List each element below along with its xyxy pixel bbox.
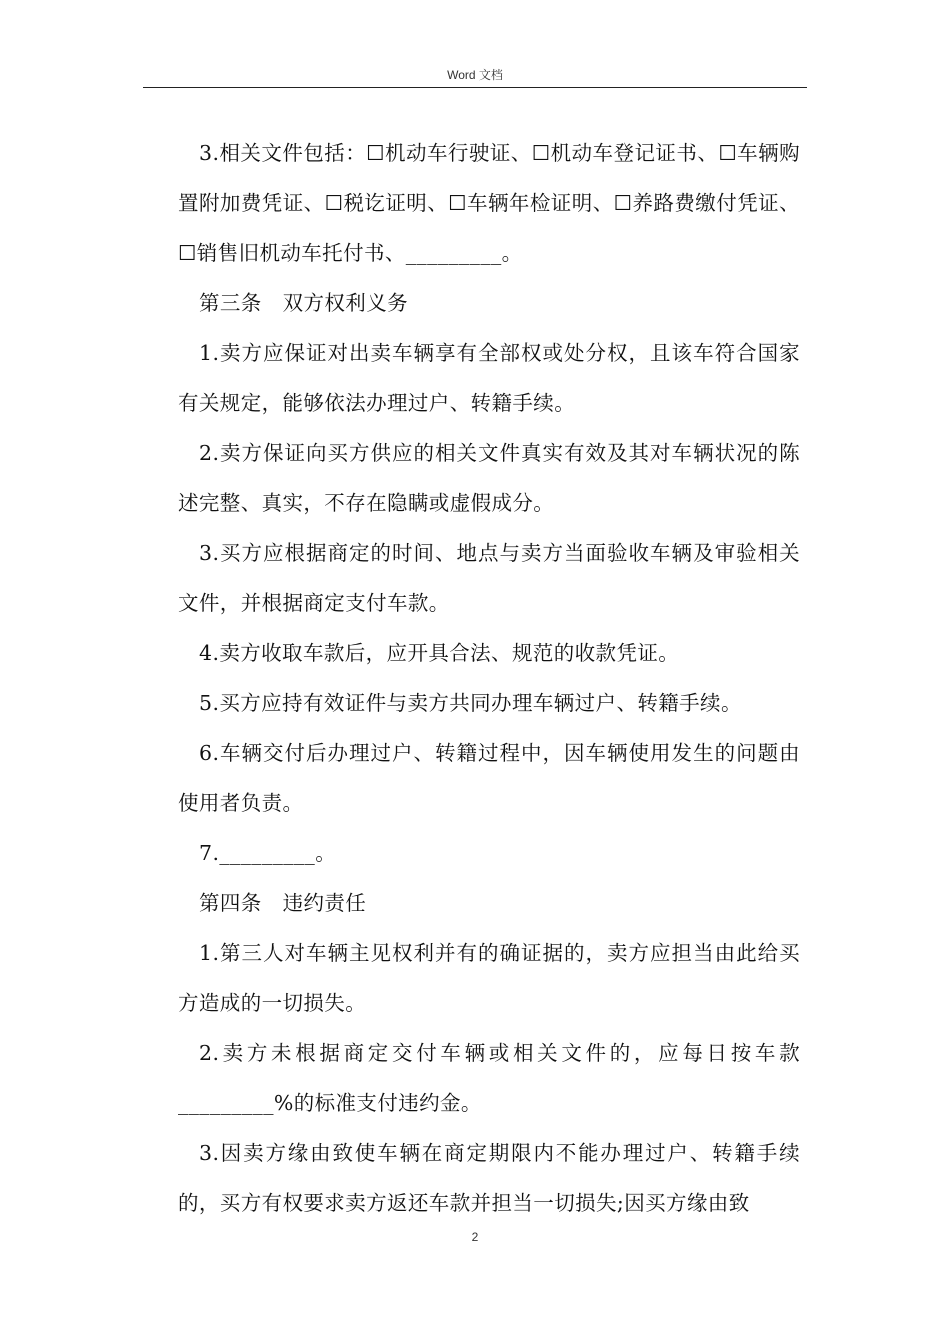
- paragraph-transfer-failure: 3.因卖方缘由致使车辆在商定期限内不能办理过户、转籍手续的，买方有权要求卖方返还车款并担当一切损失;因买方缘由致: [178, 1141, 800, 1215]
- heading-article-3: 第三条 双方权利义务: [199, 291, 408, 315]
- paragraph-buyer-inspection: 3.买方应根据商定的时间、地点与卖方当面验收车辆及审验相关文件，并根据商定支付车款。: [178, 541, 800, 615]
- page-number: 2: [471, 1230, 479, 1244]
- paragraph-item-7: 7._________。: [199, 841, 337, 865]
- paragraph-usage-responsibility: 6.车辆交付后办理过户、转籍过程中，因车辆使用发生的问题由使用者负责。: [178, 741, 800, 815]
- heading-article-4: 第四条 违约责任: [199, 891, 367, 915]
- paragraph-late-delivery-penalty: 2.卖方未根据商定交付车辆或相关文件的，应每日按车款_________%的标准支付违约金。: [178, 1041, 800, 1115]
- paragraph-transfer: 5.买方应持有效证件与卖方共同办理车辆过户、转籍手续。: [199, 691, 742, 715]
- paragraph-seller-ownership: 1.卖方应保证对出卖车辆享有全部权或处分权，且该车符合国家有关规定，能够依法办理过户、转籍手续。: [178, 341, 800, 415]
- paragraph-seller-documents: 2.卖方保证向买方供应的相关文件真实有效及其对车辆状况的陈述完整、真实，不存在隐瞒或虚假成分。: [178, 441, 800, 515]
- header-divider: [143, 87, 807, 88]
- page-header: Word 文档: [447, 68, 503, 82]
- paragraph-related-documents: 3.相关文件包括：☐机动车行驶证、☐机动车登记证书、☐车辆购置附加费凭证、☐税讫证明、☐车辆年检证明、☐养路费缴付凭证、☐销售旧机动车托付书、_________。: [178, 141, 800, 265]
- paragraph-third-party-claim: 1.第三人对车辆主见权利并有的确证据的，卖方应担当由此给买方造成的一切损失。: [178, 941, 800, 1015]
- paragraph-receipt: 4.卖方收取车款后，应开具合法、规范的收款凭证。: [199, 641, 680, 665]
- document-body: [178, 128, 800, 1228]
